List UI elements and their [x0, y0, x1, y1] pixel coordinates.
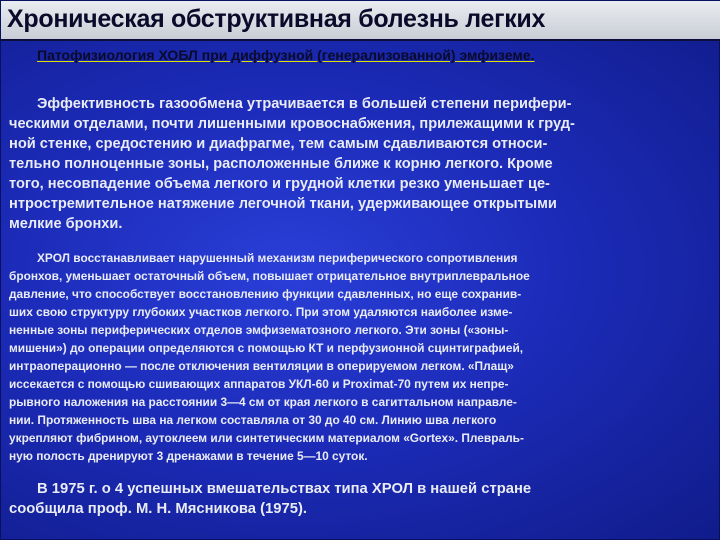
paragraph-line: мелкие бронхи. [9, 216, 123, 232]
paragraph-gas-exchange [9, 94, 709, 234]
paragraph-line: рывного наложения на расстоянии 3—4 см от края легкого в сагиттальном направле- [9, 395, 517, 409]
slide-subtitle: Патофизиология ХОБЛ при диффузной (генерализованной) эмфиземе. [37, 47, 535, 63]
paragraph-line: нии. Протяженность шва на легком составляла от 30 до 40 см. Линию шва легкого [9, 413, 497, 427]
paragraph-line: мишени») до операции определяются с помощью КТ и перфузионной сцинтиграфией, [9, 341, 524, 355]
paragraph-line: ческими отделами, почти лишенными кровоснабжения, прилежащими к груд- [9, 116, 575, 132]
paragraph-line: В 1975 г. о 4 успешных вмешательствах типа ХРОЛ в нашей стране [37, 481, 532, 497]
slide-title: Хроническая обструктивная болезнь легких [1, 1, 720, 41]
paragraph-line: того, несовпадение объема легкого и грудной клетки резко уменьшает це- [9, 176, 550, 192]
paragraph-line: ную полость дренируют 3 дренажами в течение 5—10 суток. [9, 449, 368, 463]
paragraph-line: Эффективность газообмена утрачивается в большей степени перифери- [37, 96, 572, 112]
paragraph-line: ненные зоны периферических отделов эмфизематозного легкого. Эти зоны («зоны- [9, 323, 509, 337]
paragraph-line: интраоперационно — после отключения вентиляции в оперируемом легком. «Плащ» [9, 359, 514, 373]
paragraph-line: бронхов, уменьшает остаточный объем, повышает отрицательное внутриплевральное [9, 269, 530, 283]
paragraph-lvrs [9, 249, 715, 465]
paragraph-line: ших свою структуру глубоких участков легкого. При этом удаляются наиболее изме- [9, 305, 513, 319]
paragraph-line: нтростремительное натяжение легочной ткани, удерживающее открытыми [9, 196, 557, 212]
paragraph-line: укрепляют фибрином, аутоклеем или синтетическим материалом «Gortex». Плевраль- [9, 431, 524, 445]
paragraph-line: тельно полноценные зоны, расположенные ближе к корню легкого. Кроме [9, 156, 553, 172]
paragraph-line: иссекается с помощью сшивающих аппаратов УКЛ-60 и Proximat-70 путем их непре- [9, 377, 509, 391]
paragraph-line: ХРОЛ восстанавливает нарушенный механизм периферического сопротивления [37, 251, 518, 265]
paragraph-line: ной стенке, средостению и диафрагме, тем самым сдавливаются относи- [9, 136, 548, 152]
paragraph-history [9, 479, 715, 519]
paragraph-line: давление, что способствует восстановлению функции сдавленных, но еще сохранив- [9, 287, 522, 301]
paragraph-line: сообщила проф. М. Н. Мясникова (1975). [9, 501, 308, 517]
